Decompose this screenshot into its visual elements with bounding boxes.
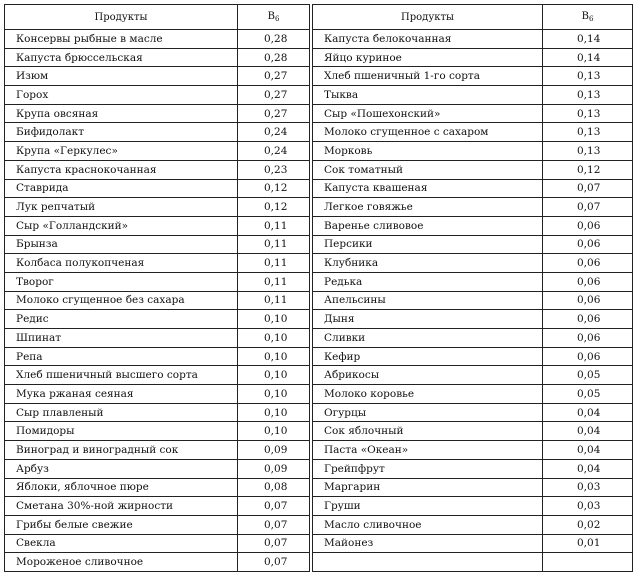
product-name-cell: Хлеб пшеничный 1-го сорта bbox=[313, 67, 543, 86]
table-row bbox=[313, 216, 633, 235]
table-row bbox=[5, 142, 310, 161]
product-name-cell: Горох bbox=[5, 86, 238, 105]
table-row bbox=[313, 515, 633, 534]
b6-value-cell: 0,13 bbox=[543, 86, 633, 105]
b6-value-cell bbox=[543, 553, 633, 572]
products-column-header: Продукты bbox=[313, 5, 543, 30]
b6-value-cell: 0,04 bbox=[543, 441, 633, 460]
product-name-cell: Персики bbox=[313, 235, 543, 254]
b6-value-cell: 0,09 bbox=[238, 441, 310, 460]
table-row bbox=[5, 534, 310, 553]
b6-value-cell: 0,10 bbox=[238, 385, 310, 404]
product-name-cell: Капуста брюссельская bbox=[5, 48, 238, 67]
b6-value-cell: 0,08 bbox=[238, 478, 310, 497]
product-name-cell: Яйцо куриное bbox=[313, 48, 543, 67]
b6-value-cell: 0,06 bbox=[543, 329, 633, 348]
b6-value-cell: 0,03 bbox=[543, 478, 633, 497]
product-name-cell: Капуста квашеная bbox=[313, 179, 543, 198]
product-name-cell: Арбуз bbox=[5, 459, 238, 478]
table-row bbox=[313, 48, 633, 67]
table-row bbox=[313, 104, 633, 123]
product-name-cell: Огурцы bbox=[313, 403, 543, 422]
b6-value-cell: 0,27 bbox=[238, 86, 310, 105]
b6-value-cell: 0,02 bbox=[543, 515, 633, 534]
b6-value-cell: 0,12 bbox=[238, 179, 310, 198]
table-row bbox=[313, 329, 633, 348]
b6-value-cell: 0,14 bbox=[543, 48, 633, 67]
product-name-cell: Крупа овсяная bbox=[5, 104, 238, 123]
b6-value-cell: 0,06 bbox=[543, 272, 633, 291]
b6-value-cell: 0,23 bbox=[238, 160, 310, 179]
b6-value-cell: 0,06 bbox=[543, 347, 633, 366]
b6-value-cell: 0,11 bbox=[238, 254, 310, 273]
b6-value-cell: 0,13 bbox=[543, 142, 633, 161]
b6-value-cell: 0,12 bbox=[238, 198, 310, 217]
b6-value-cell: 0,10 bbox=[238, 310, 310, 329]
product-name-cell: Капуста белокочанная bbox=[313, 30, 543, 49]
b6-value-cell: 0,03 bbox=[543, 497, 633, 516]
product-name-cell: Виноград и виноградный сок bbox=[5, 441, 238, 460]
table-row bbox=[5, 441, 310, 460]
product-name-cell: Молоко сгущенное без сахара bbox=[5, 291, 238, 310]
product-name-cell: Бифидолакт bbox=[5, 123, 238, 142]
product-name-cell: Изюм bbox=[5, 67, 238, 86]
table-row bbox=[5, 497, 310, 516]
product-name-cell: Яблоки, яблочное пюре bbox=[5, 478, 238, 497]
product-name-cell: Хлеб пшеничный высшего сорта bbox=[5, 366, 238, 385]
b6-value-cell: 0,06 bbox=[543, 216, 633, 235]
table-row bbox=[313, 403, 633, 422]
b6-value-cell: 0,13 bbox=[543, 67, 633, 86]
product-name-cell: Молоко коровье bbox=[313, 385, 543, 404]
product-name-cell: Варенье сливовое bbox=[313, 216, 543, 235]
table-row bbox=[5, 123, 310, 142]
b6-value-cell: 0,07 bbox=[238, 515, 310, 534]
b6-value-cell: 0,27 bbox=[238, 67, 310, 86]
table-row bbox=[5, 179, 310, 198]
product-name-cell: Паста «Океан» bbox=[313, 441, 543, 460]
b6-value-cell: 0,13 bbox=[543, 104, 633, 123]
b6-value-cell: 0,28 bbox=[238, 30, 310, 49]
table-row bbox=[313, 142, 633, 161]
table-row bbox=[313, 198, 633, 217]
b6-value-cell: 0,10 bbox=[238, 366, 310, 385]
product-name-cell: Дыня bbox=[313, 310, 543, 329]
table-row bbox=[5, 385, 310, 404]
b6-value-cell: 0,24 bbox=[238, 142, 310, 161]
table-row bbox=[313, 497, 633, 516]
b6-value-cell: 0,11 bbox=[238, 272, 310, 291]
table-row bbox=[313, 385, 633, 404]
table-row bbox=[313, 459, 633, 478]
table-row bbox=[5, 160, 310, 179]
products-column-header: Продукты bbox=[5, 5, 238, 30]
product-name-cell: Капуста краснокочанная bbox=[5, 160, 238, 179]
product-name-cell: Репа bbox=[5, 347, 238, 366]
b6-value-cell: 0,01 bbox=[543, 534, 633, 553]
b6-value-cell: 0,06 bbox=[543, 310, 633, 329]
vitamin-b6-table-right bbox=[312, 4, 633, 572]
table-row bbox=[313, 30, 633, 49]
table-row bbox=[5, 515, 310, 534]
b6-value-cell: 0,04 bbox=[543, 403, 633, 422]
table-row bbox=[5, 347, 310, 366]
table-row bbox=[313, 179, 633, 198]
table-row bbox=[5, 553, 310, 572]
b6-value-cell: 0,07 bbox=[238, 497, 310, 516]
product-name-cell: Сок томатный bbox=[313, 160, 543, 179]
product-name-cell: Редька bbox=[313, 272, 543, 291]
table-row bbox=[313, 347, 633, 366]
b6-value-cell: 0,14 bbox=[543, 30, 633, 49]
product-name-cell: Апельсины bbox=[313, 291, 543, 310]
product-name-cell: Сметана 30%-ной жирности bbox=[5, 497, 238, 516]
table-row bbox=[313, 160, 633, 179]
table-row bbox=[313, 478, 633, 497]
table-row bbox=[5, 422, 310, 441]
b6-value-cell: 0,27 bbox=[238, 104, 310, 123]
product-name-cell: Груши bbox=[313, 497, 543, 516]
b6-value-cell: 0,10 bbox=[238, 403, 310, 422]
table-row bbox=[313, 123, 633, 142]
table-row bbox=[313, 254, 633, 273]
product-name-cell: Сок яблочный bbox=[313, 422, 543, 441]
b6-value-cell: 0,11 bbox=[238, 235, 310, 254]
product-name-cell: Помидоры bbox=[5, 422, 238, 441]
b6-value-cell: 0,06 bbox=[543, 254, 633, 273]
b6-value-cell: 0,07 bbox=[238, 553, 310, 572]
vitamin-b6-table-left bbox=[4, 4, 310, 572]
product-name-cell: Мука ржаная сеяная bbox=[5, 385, 238, 404]
table-row bbox=[5, 291, 310, 310]
b6-value-cell: 0,05 bbox=[543, 366, 633, 385]
table-row bbox=[313, 441, 633, 460]
table-row bbox=[5, 403, 310, 422]
b6-column-header: $B_6$ bbox=[543, 5, 633, 30]
product-name-cell: Сыр «Пошехонский» bbox=[313, 104, 543, 123]
product-name-cell: Консервы рыбные в масле bbox=[5, 30, 238, 49]
b6-value-cell: 0,10 bbox=[238, 329, 310, 348]
product-name-cell: Масло сливочное bbox=[313, 515, 543, 534]
product-name-cell: Легкое говяжье bbox=[313, 198, 543, 217]
product-name-cell: Маргарин bbox=[313, 478, 543, 497]
b6-value-cell: 0,07 bbox=[543, 198, 633, 217]
b6-value-cell: 0,10 bbox=[238, 422, 310, 441]
table-row bbox=[313, 67, 633, 86]
table-row bbox=[313, 86, 633, 105]
b6-value-cell: 0,06 bbox=[543, 235, 633, 254]
b6-value-cell: 0,12 bbox=[543, 160, 633, 179]
product-name-cell: Сыр плавленый bbox=[5, 403, 238, 422]
table-header-row bbox=[5, 5, 310, 30]
table-row bbox=[5, 329, 310, 348]
table-header-row bbox=[313, 5, 633, 30]
b6-value-cell: 0,11 bbox=[238, 291, 310, 310]
b6-value-cell: 0,04 bbox=[543, 459, 633, 478]
product-name-cell: Молоко сгущенное с сахаром bbox=[313, 123, 543, 142]
product-name-cell: Сливки bbox=[313, 329, 543, 348]
b6-column-header: $B_6$ bbox=[238, 5, 310, 30]
b6-value-cell: 0,11 bbox=[238, 216, 310, 235]
b6-value-cell: 0,07 bbox=[543, 179, 633, 198]
b6-value-cell: 0,13 bbox=[543, 123, 633, 142]
product-name-cell: Крупа «Геркулес» bbox=[5, 142, 238, 161]
b6-value-cell: 0,07 bbox=[238, 534, 310, 553]
table-row bbox=[5, 459, 310, 478]
b6-value-cell: 0,04 bbox=[543, 422, 633, 441]
product-name-cell: Шпинат bbox=[5, 329, 238, 348]
table-row bbox=[5, 272, 310, 291]
table-row bbox=[5, 104, 310, 123]
table-row bbox=[5, 310, 310, 329]
product-name-cell: Колбаса полукопченая bbox=[5, 254, 238, 273]
b6-value-cell: 0,10 bbox=[238, 347, 310, 366]
product-name-cell: Грибы белые свежие bbox=[5, 515, 238, 534]
table-row bbox=[313, 272, 633, 291]
product-name-cell: Кефир bbox=[313, 347, 543, 366]
product-name-cell: Клубника bbox=[313, 254, 543, 273]
table-row bbox=[313, 553, 633, 572]
table-row bbox=[313, 291, 633, 310]
table-row bbox=[313, 366, 633, 385]
product-name-cell: Ставрида bbox=[5, 179, 238, 198]
b6-value-cell: 0,24 bbox=[238, 123, 310, 142]
product-name-cell: Редис bbox=[5, 310, 238, 329]
b6-value-cell: 0,09 bbox=[238, 459, 310, 478]
product-name-cell: Мороженое сливочное bbox=[5, 553, 238, 572]
product-name-cell: Абрикосы bbox=[313, 366, 543, 385]
table-row bbox=[5, 235, 310, 254]
table-row bbox=[5, 254, 310, 273]
product-name-cell bbox=[313, 553, 543, 572]
product-name-cell: Тыква bbox=[313, 86, 543, 105]
product-name-cell: Свекла bbox=[5, 534, 238, 553]
table-row bbox=[313, 422, 633, 441]
b6-value-cell: 0,06 bbox=[543, 291, 633, 310]
table-row bbox=[313, 235, 633, 254]
product-name-cell: Сыр «Голландский» bbox=[5, 216, 238, 235]
product-name-cell: Грейпфрут bbox=[313, 459, 543, 478]
table-row bbox=[5, 86, 310, 105]
table-row bbox=[5, 478, 310, 497]
table-row bbox=[5, 198, 310, 217]
table-row bbox=[5, 30, 310, 49]
product-name-cell: Брынза bbox=[5, 235, 238, 254]
product-name-cell: Майонез bbox=[313, 534, 543, 553]
product-name-cell: Лук репчатый bbox=[5, 198, 238, 217]
b6-value-cell: 0,28 bbox=[238, 48, 310, 67]
table-row bbox=[313, 534, 633, 553]
table-row bbox=[5, 48, 310, 67]
product-name-cell: Морковь bbox=[313, 142, 543, 161]
table-row bbox=[5, 216, 310, 235]
table-row bbox=[5, 67, 310, 86]
table-row bbox=[313, 310, 633, 329]
table-row bbox=[5, 366, 310, 385]
product-name-cell: Творог bbox=[5, 272, 238, 291]
b6-value-cell: 0,05 bbox=[543, 385, 633, 404]
